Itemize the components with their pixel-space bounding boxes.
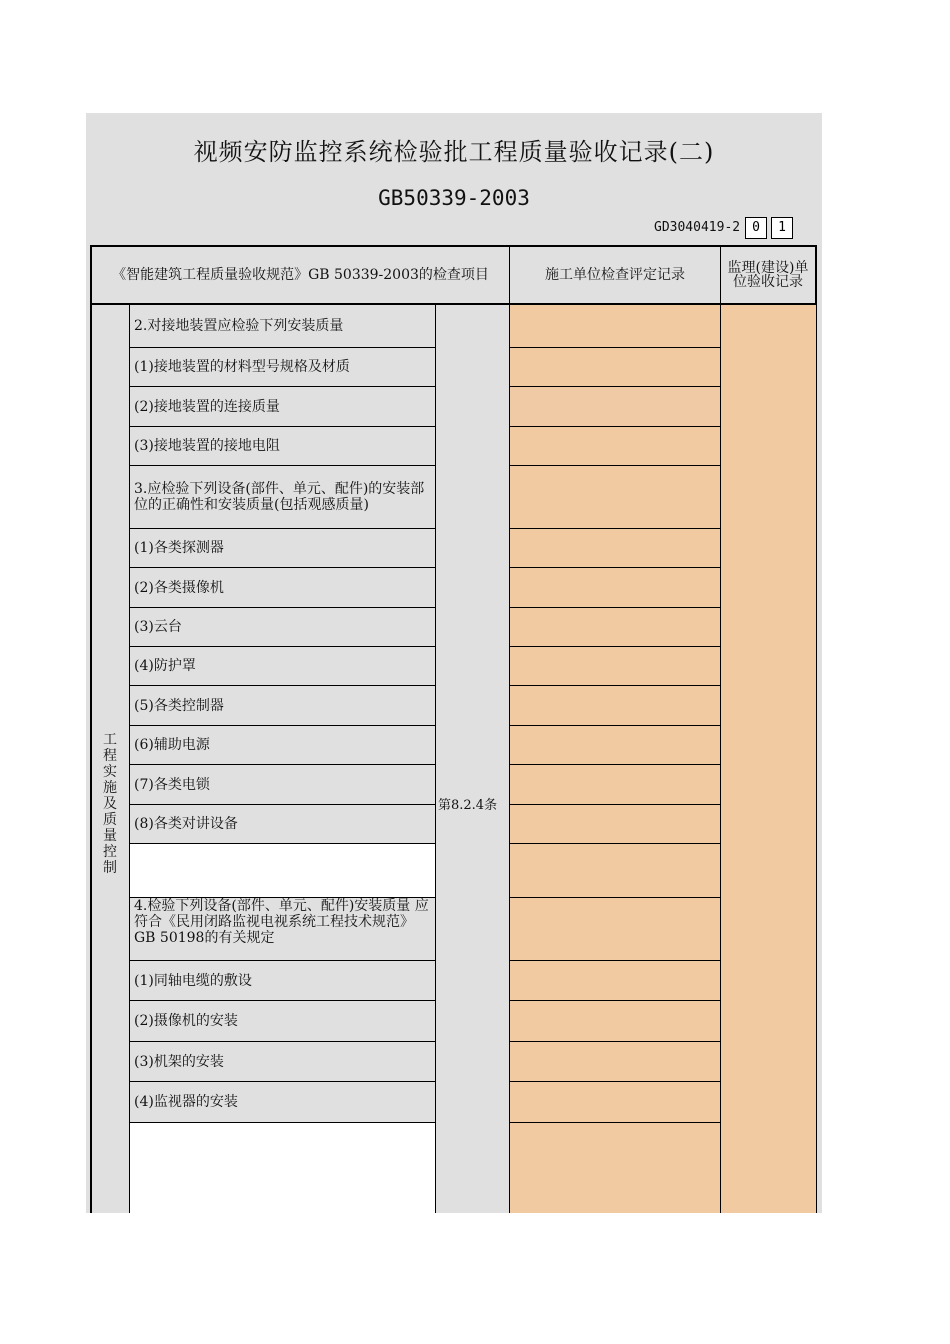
- page-title: 视频安防监控系统检验批工程质量验收记录(二): [193, 138, 715, 166]
- contractor-record-cell[interactable]: [509, 1123, 720, 1213]
- header-contractor-record: 施工单位检查评定记录: [509, 245, 720, 305]
- table-divider: [509, 305, 510, 1213]
- item-row: 4.检验下列设备(部件、单元、配件)安装质量 应符合《民用闭路监视电视系统工程技术规范》GB 50198的有关规定: [129, 898, 435, 961]
- section-label: 工程实施及质量控制: [103, 732, 117, 876]
- contractor-record-cell[interactable]: [509, 305, 720, 348]
- item-row: (7)各类电锁: [129, 765, 435, 805]
- item-row: (1)接地装置的材料型号规格及材质: [129, 348, 435, 387]
- contractor-record-cell[interactable]: [509, 686, 720, 726]
- item-row: (3)接地装置的接地电阻: [129, 427, 435, 466]
- form-digit-1: 0: [745, 217, 767, 239]
- contractor-record-cell[interactable]: [509, 608, 720, 647]
- header-check-items: 《智能建筑工程质量验收规范》GB 50339-2003的检查项目: [90, 245, 509, 305]
- item-row: 3.应检验下列设备(部件、单元、配件)的安装部位的正确性和安装质量(包括观感质量): [129, 466, 435, 529]
- contractor-record-cell[interactable]: [509, 387, 720, 427]
- item-row: (4)监视器的安装: [129, 1082, 435, 1123]
- contractor-record-cell[interactable]: [509, 726, 720, 765]
- clause-reference: 第8.2.4条: [438, 798, 498, 813]
- supervisor-record-cell[interactable]: [720, 305, 816, 1213]
- contractor-record-cell[interactable]: [509, 647, 720, 686]
- item-row: (1)同轴电缆的敷设: [129, 961, 435, 1001]
- contractor-record-cell[interactable]: [509, 844, 720, 898]
- form-digit-2: 1: [771, 217, 793, 239]
- item-row: (4)防护罩: [129, 647, 435, 686]
- item-row: 2.对接地装置应检验下列安装质量: [129, 305, 435, 348]
- item-row: (2)各类摄像机: [129, 568, 435, 608]
- contractor-record-cell[interactable]: [509, 961, 720, 1001]
- table-divider: [129, 305, 130, 1213]
- item-row: (6)辅助电源: [129, 726, 435, 765]
- table-border-left: [90, 305, 92, 1213]
- item-row-blank: [129, 1123, 435, 1213]
- standard-code: GB50339-2003: [378, 186, 530, 210]
- item-row: (3)机架的安装: [129, 1042, 435, 1082]
- contractor-record-cell[interactable]: [509, 765, 720, 805]
- item-row-blank: [129, 844, 435, 898]
- contractor-record-cell[interactable]: [509, 1042, 720, 1082]
- item-row: (2)接地装置的连接质量: [129, 387, 435, 427]
- item-row: (5)各类控制器: [129, 686, 435, 726]
- item-row: (8)各类对讲设备: [129, 805, 435, 844]
- contractor-record-cell[interactable]: [509, 898, 720, 961]
- table-divider: [435, 305, 436, 1213]
- table-divider: [720, 305, 721, 1213]
- contractor-record-cell[interactable]: [509, 427, 720, 466]
- table-border-right: [816, 305, 817, 1213]
- item-row: (1)各类探测器: [129, 529, 435, 568]
- contractor-record-cell[interactable]: [509, 348, 720, 387]
- contractor-record-cell[interactable]: [509, 1001, 720, 1042]
- form-code: GD3040419-2: [654, 220, 741, 235]
- contractor-record-cell[interactable]: [509, 466, 720, 529]
- contractor-record-cell[interactable]: [509, 805, 720, 844]
- contractor-record-cell[interactable]: [509, 568, 720, 608]
- contractor-record-cell[interactable]: [509, 529, 720, 568]
- contractor-record-cell[interactable]: [509, 1082, 720, 1123]
- item-row: (3)云台: [129, 608, 435, 647]
- item-row: (2)摄像机的安装: [129, 1001, 435, 1042]
- header-supervisor-record: 监理(建设)单位验收记录: [720, 245, 817, 305]
